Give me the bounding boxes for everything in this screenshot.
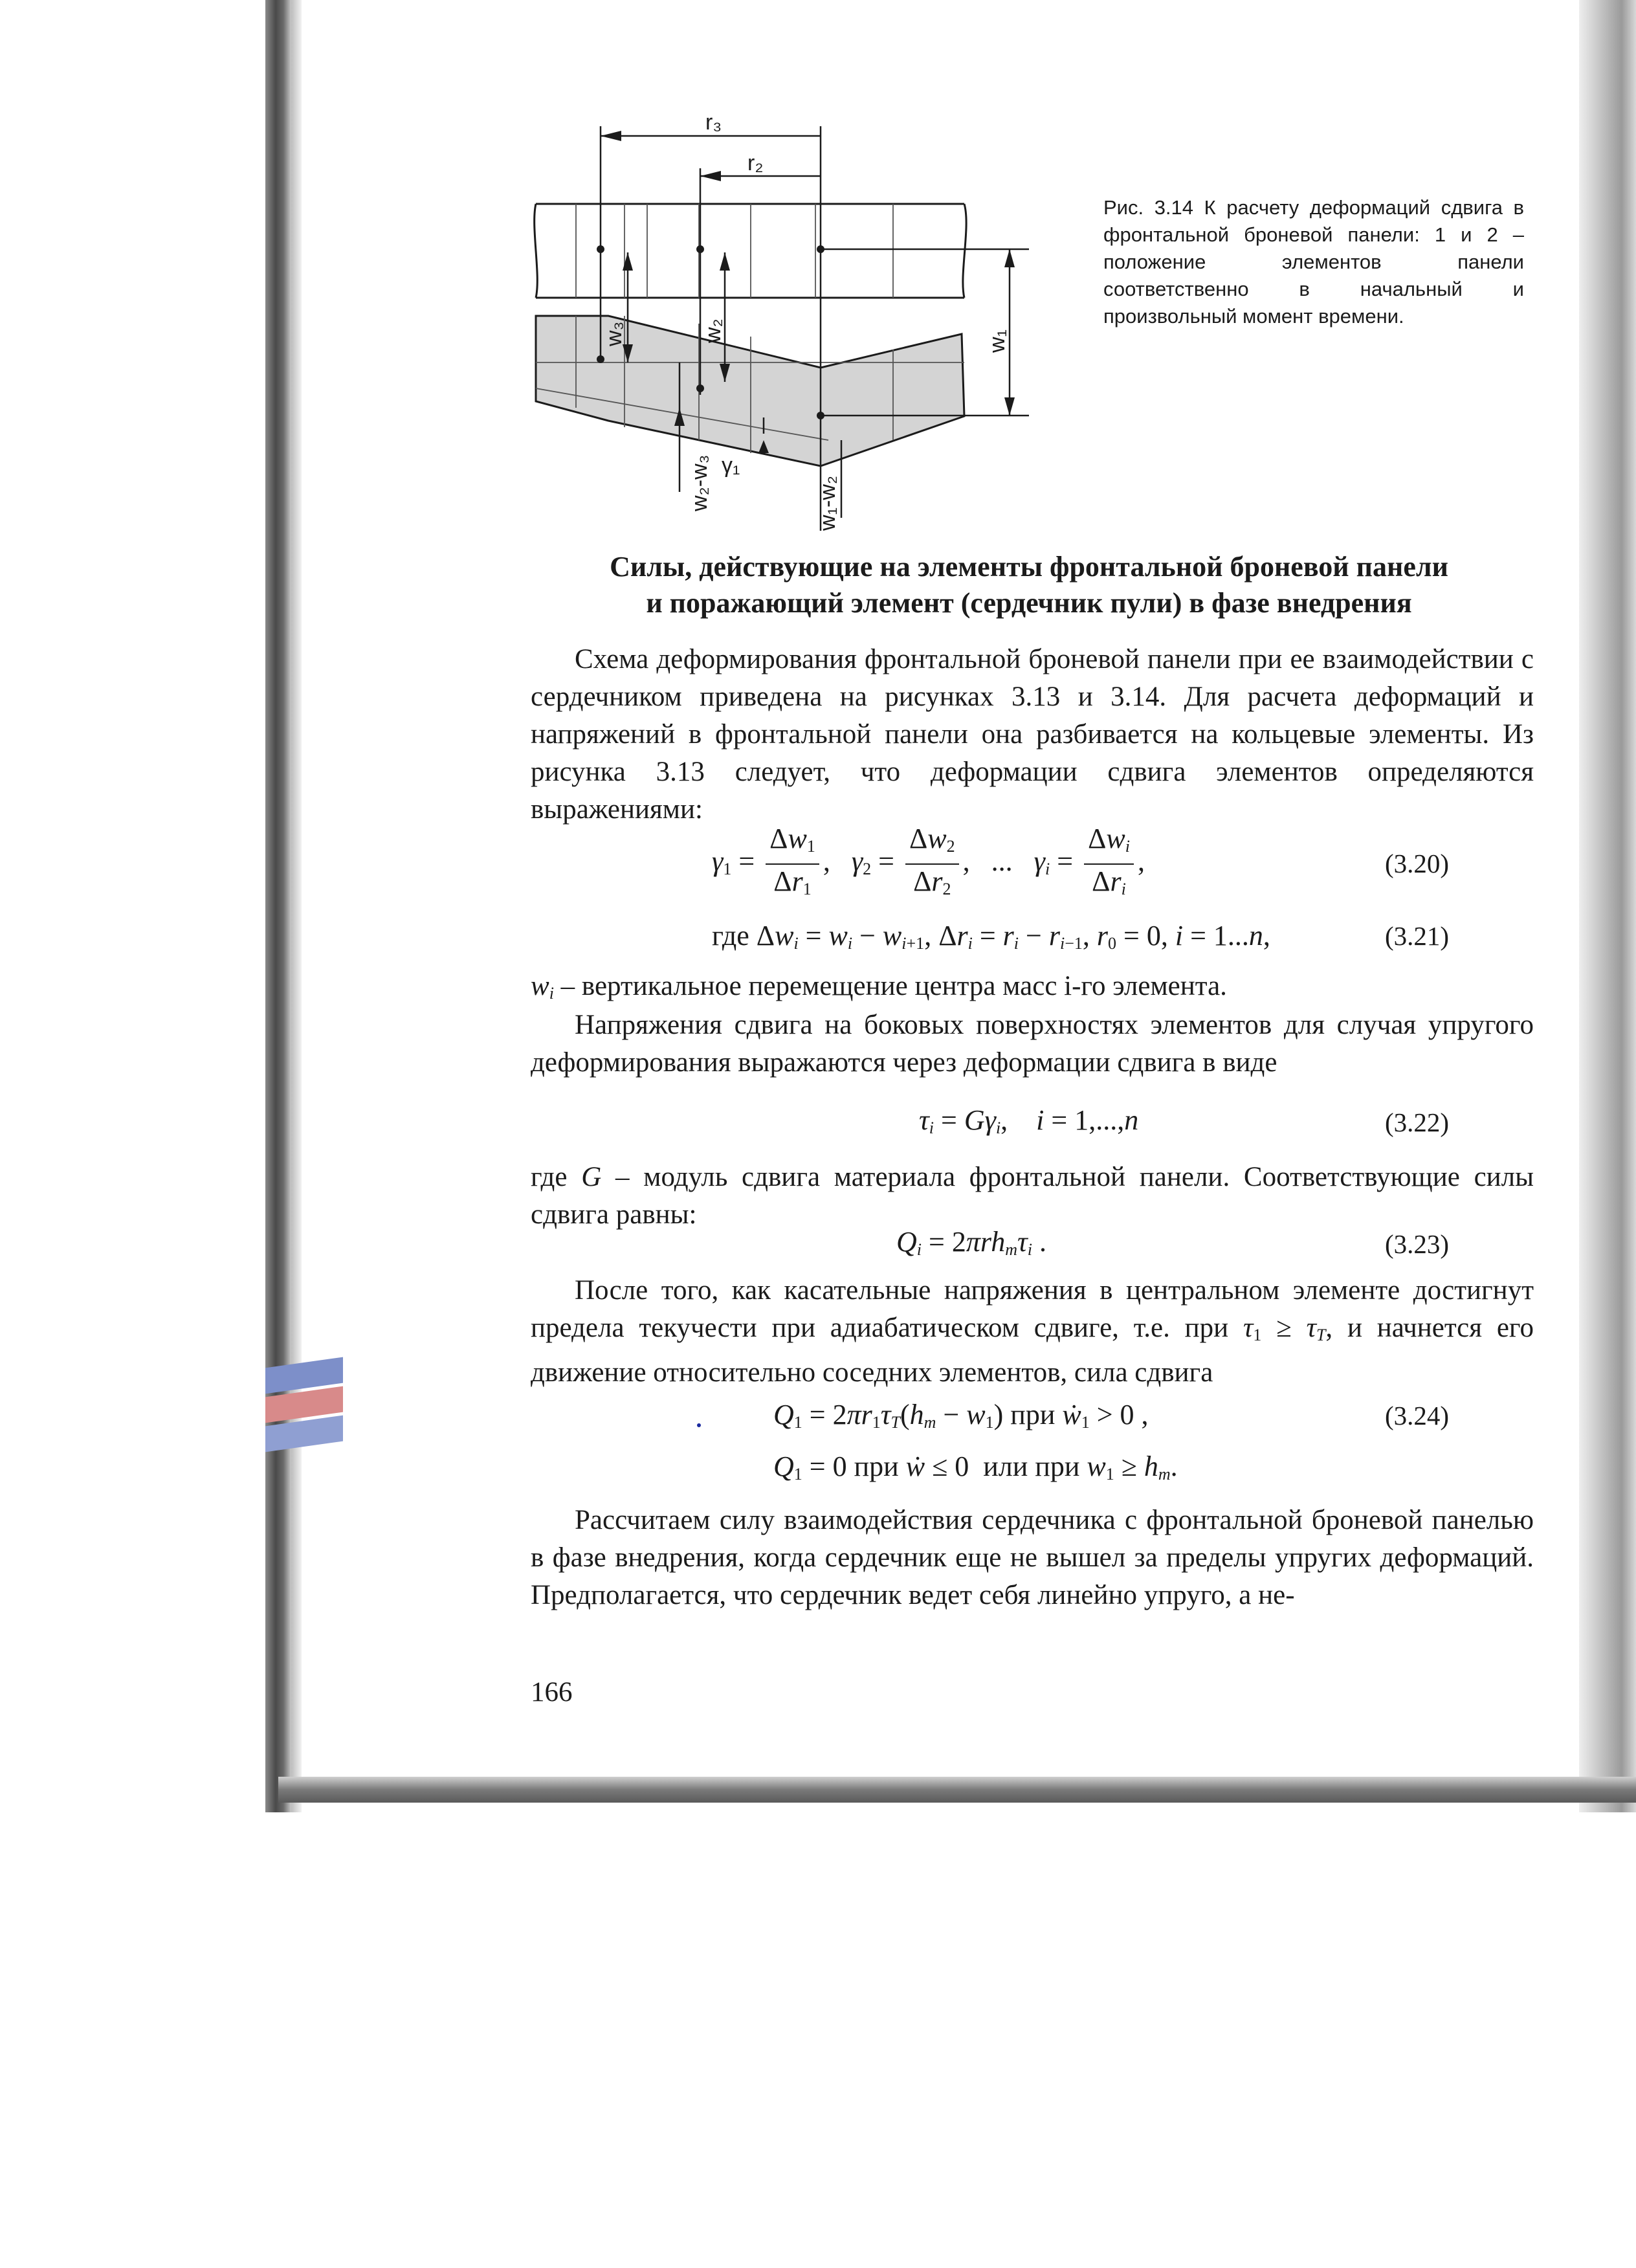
paragraph-core-interaction: Рассчитаем силу взаимодействия сердечника с фронтальной броневой панелью в фазе внедрения, когда сердечник еще не вышел за пределы упругих деформаций. Предполагается, что сердечник ведет себя линейно упруго, а не- (531, 1505, 1534, 1610)
equation-number-3-23: (3.23) (1385, 1229, 1450, 1259)
wi-definition-text: – вертикальное перемещение центра масс i-го элемента. (560, 971, 1227, 1001)
label-w1: w₁ (985, 329, 1010, 353)
equation-number-3-24: (3.24) (1385, 1401, 1450, 1430)
book-binding-shadow (265, 0, 291, 1812)
panel-initial-left-cut (535, 204, 538, 298)
equation-3-24-line-2: $Q_1 = 0$ при ẇ ≤ 0 или при $w_1 \ge h_m$. (773, 1451, 1178, 1484)
paragraph-deformation-scheme: Схема деформирования фронтальной броневой панели при ее взаимодействии с сердечником приведена на рисунках 3.13 и 3.14. Для расчета деформаций и напряжений в фронтальной панели она разбивается на кольцевые элементы. Из рисунка 3.13 следует, что деформации сдвига элементов определяются выражениями: (531, 644, 1534, 825)
label-w2: w₂ (701, 318, 725, 343)
label-w1-minus-w2: w₁-w₂ (815, 475, 840, 531)
ink-dot-mark (697, 1423, 701, 1427)
equation-3-20: $\gamma_1$ = $\frac{\Delta w_1}{\Delta r_1}$ , $\gamma_2$ = $\frac{\Delta w_2}{\Delta r_2}$ , ... $\gamma_i$ = $\frac{\Delta w_i}{\Delta r_i}$ , (712, 823, 1145, 898)
paragraph-yield-shear: После того, как касательные напряжения в центральном элементе достигнут предела текучести при адиабатическом сдвиге, т.е. при $\tau_1 \ge \tau_T$, и начнется его движение относительно соседних элементов, сила сдвига (531, 1275, 1534, 1388)
figure-3-14 (518, 104, 1048, 531)
equation-ellipsis: ... (991, 845, 1013, 878)
paragraph-shear-stress: Напряжения сдвига на боковых поверхностях элементов для случая упругого деформирования выражаются через деформации сдвига в виде (531, 1010, 1534, 1078)
equation-number-3-20: (3.20) (1385, 849, 1450, 878)
page-edge-shadow (1579, 0, 1636, 1812)
section-heading (531, 549, 1527, 621)
equation-3-24-line-1: $Q_1 = 2\pi r_1\tau_T(h_m - w_1)$ при ẇ$_1$ > 0 , (773, 1399, 1149, 1432)
equation-3-22: $\tau_i = G\gamma_i$, i = 1,...,n (919, 1104, 1139, 1137)
label-r2: r₂ (747, 151, 764, 175)
label-w3: w₃ (602, 321, 626, 346)
label-gamma1: γ₁ (722, 453, 740, 478)
paragraph-shear-modulus: где G – модуль сдвига материала фронтальной панели. Соответствующие силы сдвига равны: (531, 1162, 1534, 1230)
equation-number-3-22: (3.22) (1385, 1107, 1450, 1137)
paragraph-wi-definition: $w_i$ – вертикальное перемещение центра масс i-го элемента. (531, 971, 1227, 1003)
equation-ili-pri-label: или при (983, 1451, 1080, 1482)
equation-3-23: $Q_i = 2\pi rh_m\tau_i$ . (896, 1226, 1046, 1259)
section-heading-line-2: и поражающий элемент (сердечник пули) в фазе внедрения (646, 587, 1412, 619)
equation-pri-label: при (1010, 1399, 1056, 1430)
yield-shear-text-b: , и начнется его движение относительно соседних элементов, сила сдвига (531, 1313, 1534, 1388)
label-w2-minus-w3: w₂-w₃ (687, 454, 712, 511)
equation-number-3-21: (3.21) (1385, 921, 1450, 951)
label-r3: r₃ (705, 110, 722, 135)
yield-shear-text-a: После того, как касательные напряжения в центральном элементе достигнут предела текучести при адиабатическом сдвиге, т.е. при (531, 1275, 1534, 1343)
equation-pri-label-2: при (854, 1451, 899, 1482)
panel-initial-right-cut (963, 204, 966, 298)
shear-modulus-text: – модуль сдвига материала фронтальной панели. Соответствующие силы сдвига равны: (531, 1162, 1534, 1230)
book-binding-highlight (291, 0, 302, 1812)
page-number: 166 (531, 1677, 573, 1707)
figure-caption: Рис. 3.14 К расчету деформаций сдвига в фронтальной броневой панели: 1 и 2 – положение элементов панели соответственно в начальный и произвольный момент времени. (1103, 196, 1524, 328)
section-heading-line-1: Силы, действующие на элементы фронтальной броневой панели (610, 551, 1448, 583)
page-bottom-edge (278, 1777, 1636, 1803)
equation-3-21: где $\Delta w_i = w_i - w_{i+1}$, $\Delta r_i = r_i - r_{i-1}$, $r_0 = 0$, i = 1...n, (712, 920, 1270, 953)
equation-where-label: где (712, 920, 749, 951)
where-g-label: где (531, 1162, 568, 1192)
